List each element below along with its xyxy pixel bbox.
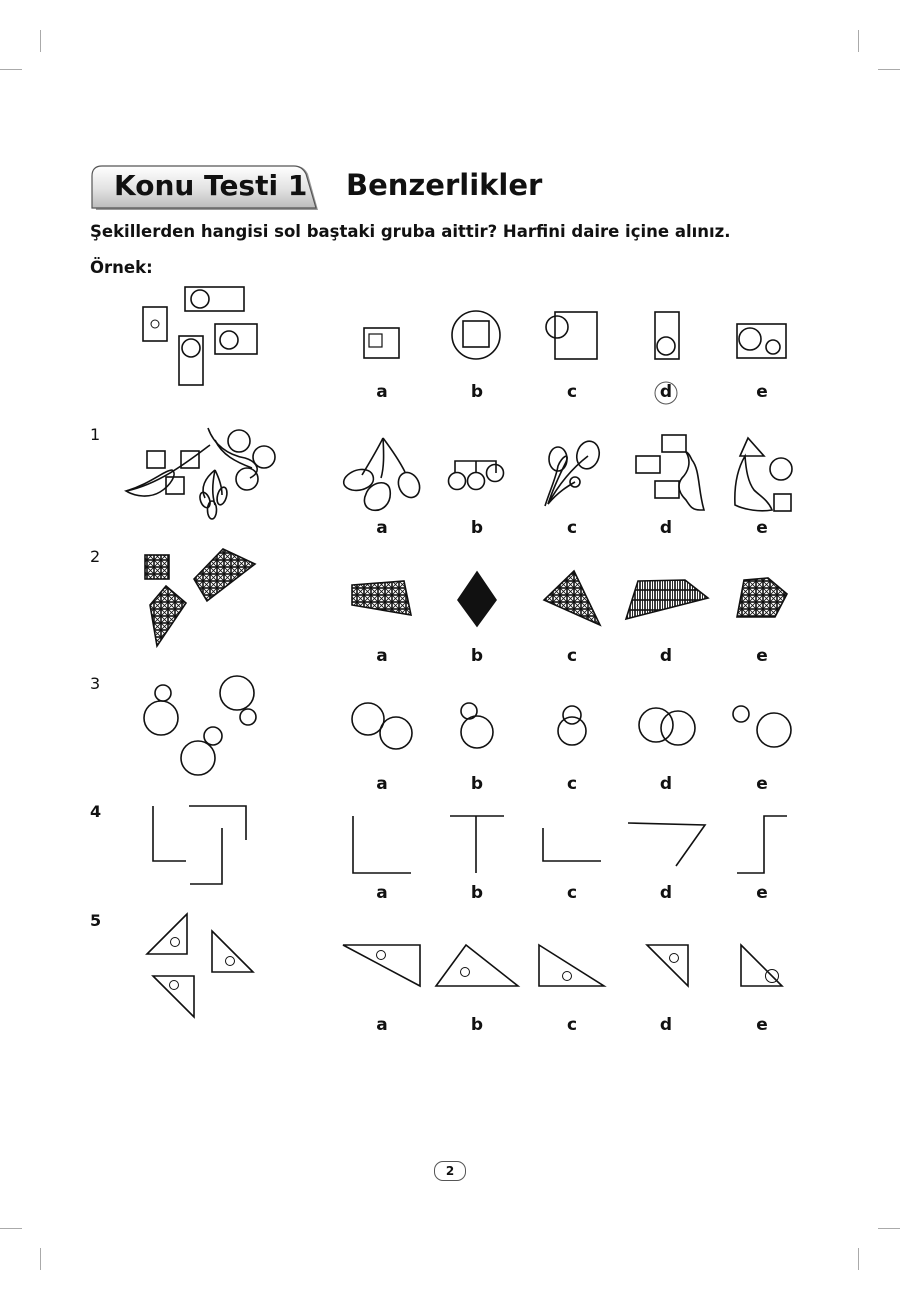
question-number-3: 3: [90, 674, 101, 693]
example-option-e-figure: [737, 324, 786, 358]
q2-option-e-label[interactable]: e: [756, 646, 768, 666]
q5-option-e-label[interactable]: e: [756, 1015, 768, 1035]
q4-option-a-label[interactable]: a: [376, 883, 388, 903]
q3-option-d-figure: [639, 708, 695, 745]
q2-option-d-label[interactable]: d: [659, 646, 673, 666]
q3-group-figure: [144, 676, 256, 775]
q4-option-b-figure: [450, 816, 504, 873]
q1-option-d-figure: [636, 435, 704, 510]
q1-option-e-figure: [735, 438, 792, 511]
q5-option-a-figure: [343, 945, 420, 986]
q5-group-figure: [147, 914, 253, 1017]
q3-option-e-figure: [733, 706, 791, 747]
example-option-c-label[interactable]: c: [566, 382, 578, 402]
q1-option-a-label[interactable]: a: [376, 518, 388, 538]
q2-group-figure: [145, 549, 255, 646]
q5-option-d-figure: [647, 945, 688, 986]
q3-option-a-label[interactable]: a: [376, 774, 388, 794]
q1-option-a-figure: [344, 438, 424, 510]
q1-option-d-label[interactable]: d: [659, 518, 673, 538]
q4-group-figure: [153, 806, 246, 884]
q5-option-e-figure: [741, 945, 782, 986]
q3-option-c-label[interactable]: c: [566, 774, 578, 794]
q1-option-e-label[interactable]: e: [756, 518, 768, 538]
question-number-1: 1: [90, 425, 101, 444]
q1-option-c-figure: [545, 439, 602, 506]
q1-option-b-figure: [449, 461, 504, 490]
q4-option-e-figure: [737, 816, 787, 873]
example-label: Örnek:: [90, 258, 153, 277]
q1-group-figure: [126, 428, 275, 519]
instruction-text: Şekillerden hangisi sol baştaki gruba aittir? Harfini daire içine alınız.: [90, 222, 731, 241]
q2-option-b-label[interactable]: b: [470, 646, 484, 666]
q4-option-c-label[interactable]: c: [566, 883, 578, 903]
q5-option-a-label[interactable]: a: [376, 1015, 388, 1035]
example-option-a-label[interactable]: a: [376, 382, 388, 402]
q3-option-d-label[interactable]: d: [659, 774, 673, 794]
question-number-5: 5: [90, 911, 102, 930]
q3-option-b-figure: [461, 703, 493, 748]
q2-option-c-figure: [544, 571, 600, 625]
example-option-b-figure: [452, 311, 500, 359]
q3-option-e-label[interactable]: e: [756, 774, 768, 794]
example-option-e-label[interactable]: e: [756, 382, 768, 402]
q5-option-c-figure: [539, 945, 604, 986]
q4-option-e-label[interactable]: e: [756, 883, 768, 903]
example-option-c-figure: [546, 312, 597, 359]
q1-option-c-label[interactable]: c: [566, 518, 578, 538]
q3-option-b-label[interactable]: b: [470, 774, 484, 794]
example-option-a-figure: [364, 328, 399, 358]
q2-option-a-figure: [352, 581, 411, 615]
q3-option-c-figure: [558, 706, 586, 745]
question-number-4: 4: [90, 802, 102, 821]
example-option-b-label[interactable]: b: [470, 382, 484, 402]
q2-option-e-figure: [737, 578, 787, 617]
q4-option-d-label[interactable]: d: [659, 883, 673, 903]
q3-option-a-figure: [352, 703, 412, 749]
page-number: 2: [434, 1161, 466, 1181]
tab-label: Konu Testi 1: [114, 169, 308, 202]
example-option-d-label[interactable]: d: [659, 382, 673, 402]
example-group-figure: [143, 287, 257, 385]
question-number-2: 2: [90, 547, 101, 566]
q4-option-c-figure: [543, 828, 601, 861]
q4-option-b-label[interactable]: b: [470, 883, 484, 903]
q2-option-b-figure: [458, 572, 496, 626]
q5-option-d-label[interactable]: d: [659, 1015, 673, 1035]
q5-option-c-label[interactable]: c: [566, 1015, 578, 1035]
page-title: Benzerlikler: [346, 168, 543, 202]
q1-option-b-label[interactable]: b: [470, 518, 484, 538]
q2-option-a-label[interactable]: a: [376, 646, 388, 666]
q4-option-a-figure: [353, 816, 411, 873]
q4-option-d-figure: [628, 823, 705, 866]
q2-option-d-figure: [626, 580, 708, 619]
example-option-d-figure: [655, 312, 679, 359]
q5-option-b-label[interactable]: b: [470, 1015, 484, 1035]
q2-option-c-label[interactable]: c: [566, 646, 578, 666]
q5-option-b-figure: [436, 945, 518, 986]
